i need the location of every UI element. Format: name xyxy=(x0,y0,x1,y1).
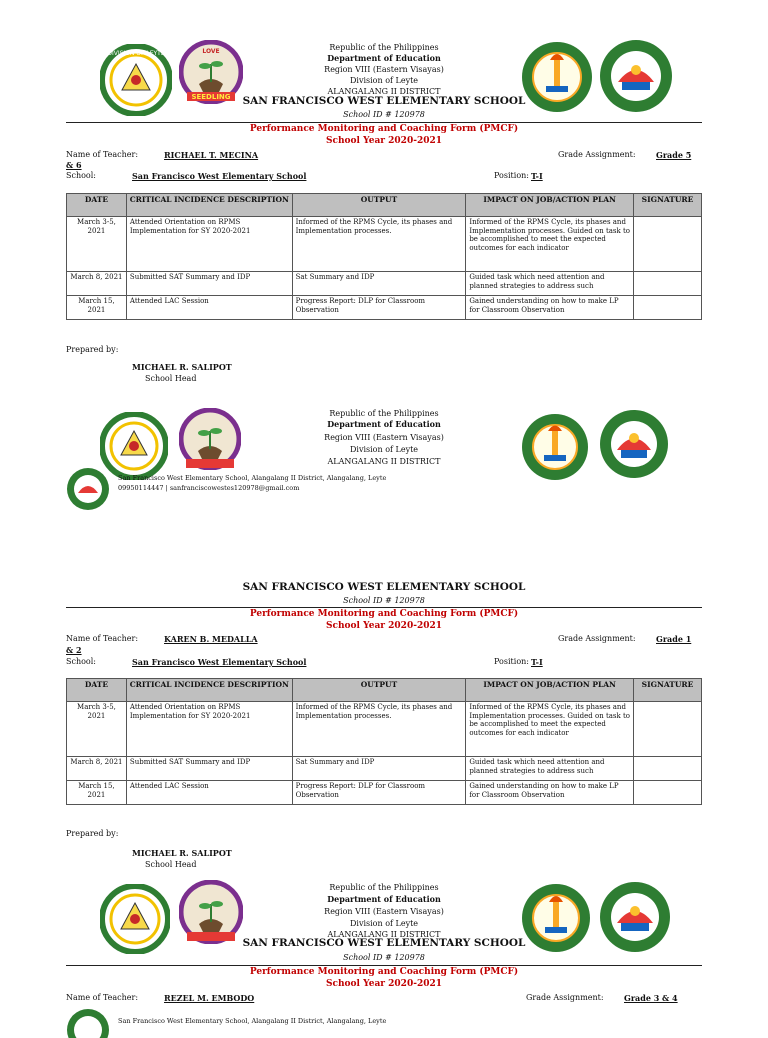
cell-signature xyxy=(634,296,702,320)
republic-text: Republic of the Philippines xyxy=(329,883,439,892)
alangalang-district-logo-icon xyxy=(520,40,594,114)
school-value: San Francisco West Elementary School xyxy=(132,171,307,181)
cell-output: Sat Summary and IDP xyxy=(292,272,466,296)
cell-output: Sat Summary and IDP xyxy=(292,757,466,781)
cell-date: March 3-5, 2021 xyxy=(67,702,127,757)
column-header-date: DATE xyxy=(67,194,127,217)
cell-date: March 8, 2021 xyxy=(67,757,127,781)
pmcf-table xyxy=(66,193,702,320)
column-header-incidence: CRITICAL INCIDENCE DESCRIPTION xyxy=(126,194,292,217)
cell-output: Informed of the RPMS Cycle, its phases and Implementation processes. xyxy=(292,702,466,757)
grade-assignment-label: Grade Assignment: xyxy=(558,150,636,159)
column-header-signature: SIGNATURE xyxy=(634,679,702,702)
footer-school-logo-icon xyxy=(66,467,110,511)
district-text: ALANGALANG II DISTRICT xyxy=(327,457,441,466)
cell-impact: Gained understanding on how to make LP for Classroom Observation xyxy=(466,296,634,320)
school-logo-icon xyxy=(598,408,670,480)
cell-impact: Informed of the RPMS Cycle, its phases and Implementation processes. Guided on task to be accomplished to meet the expected outcomes for each indicator xyxy=(466,702,634,757)
division-text: Division of Leyte xyxy=(349,445,419,454)
footer-address: San Francisco West Elementary School, Alangalang II District, Alangalang, Leyte xyxy=(118,474,387,482)
cell-output: Progress Report: DLP for Classroom Observation xyxy=(292,781,466,805)
cell-incidence: Attended LAC Session xyxy=(126,296,292,320)
republic-text: Republic of the Philippines xyxy=(329,43,439,52)
form-title: Performance Monitoring and Coaching Form (PMCF) xyxy=(249,967,519,977)
cell-signature xyxy=(634,272,702,296)
form-title: Performance Monitoring and Coaching Form (PMCF) xyxy=(249,609,519,619)
header-rule xyxy=(66,607,702,608)
cell-signature xyxy=(634,702,702,757)
grade-value-cont: & 2 xyxy=(66,645,82,655)
name-of-teacher-label: Name of Teacher: xyxy=(66,993,139,1002)
name-of-teacher-label: Name of Teacher: xyxy=(66,634,139,643)
table-row xyxy=(67,757,702,781)
position-label: Position: xyxy=(494,171,529,180)
table-row xyxy=(67,296,702,320)
cell-incidence: Attended Orientation on RPMS Implementation for SY 2020-2021 xyxy=(126,217,292,272)
school-name: SAN FRANCISCO WEST ELEMENTARY SCHOOL xyxy=(242,95,526,107)
position-value: T-I xyxy=(531,657,543,667)
cell-signature xyxy=(634,781,702,805)
teacher-name: RICHAEL T. MECINA xyxy=(164,150,259,160)
department-text: Department of Education xyxy=(327,894,441,904)
school-id: School ID # 120978 xyxy=(343,953,425,962)
cell-incidence: Submitted SAT Summary and IDP xyxy=(126,272,292,296)
grade-value-cont: & 6 xyxy=(66,160,82,170)
region-text: Region VIII (Eastern Visayas) xyxy=(324,433,444,442)
signatory-name: MICHAEL R. SALIPOT xyxy=(132,848,232,858)
footer-address: San Francisco West Elementary School, Alangalang II District, Alangalang, Leyte xyxy=(118,1017,387,1025)
school-name: SAN FRANCISCO WEST ELEMENTARY SCHOOL xyxy=(242,937,526,949)
prepared-by-label: Prepared by: xyxy=(66,829,119,838)
district-text: ALANGALANG II DISTRICT xyxy=(327,930,441,939)
alangalang-district-logo-icon xyxy=(520,412,590,482)
love-text: LOVE xyxy=(202,48,220,55)
position-label: Position: xyxy=(494,657,529,666)
cell-impact: Informed of the RPMS Cycle, its phases and Implementation processes. Guided on task to be accomplished to meet the expected outcomes for each indicator xyxy=(466,217,634,272)
cell-impact: Guided task which need attention and planned strategies to address such xyxy=(466,272,634,296)
school-logo-icon xyxy=(598,880,672,954)
alangalang-district-logo-icon xyxy=(520,882,592,954)
cell-date: March 15, 2021 xyxy=(67,296,127,320)
cell-incidence: Attended LAC Session xyxy=(126,781,292,805)
column-header-impact: IMPACT ON JOB/ACTION PLAN xyxy=(466,679,634,702)
cell-incidence: Attended Orientation on RPMS Implementation for SY 2020-2021 xyxy=(126,702,292,757)
school-year: School Year 2020-2021 xyxy=(326,979,442,989)
column-header-signature: SIGNATURE xyxy=(634,194,702,217)
header-rule xyxy=(66,965,702,966)
form-title: Performance Monitoring and Coaching Form (PMCF) xyxy=(249,124,519,134)
position-value: T-I xyxy=(531,171,543,181)
grade-value: Grade 5 xyxy=(656,150,692,160)
school-value: San Francisco West Elementary School xyxy=(132,657,307,667)
table-row xyxy=(67,702,702,757)
grade-assignment-label: Grade Assignment: xyxy=(526,993,604,1002)
division-text: Division of Leyte xyxy=(349,76,419,85)
header-rule xyxy=(66,122,702,123)
cell-signature xyxy=(634,217,702,272)
column-header-output: OUTPUT xyxy=(292,679,466,702)
cell-impact: Guided task which need attention and planned strategies to address such xyxy=(466,757,634,781)
school-id: School ID # 120978 xyxy=(343,596,425,605)
cell-date: March 8, 2021 xyxy=(67,272,127,296)
school-label: School: xyxy=(66,657,96,666)
department-text: Department of Education xyxy=(327,53,441,63)
grade-assignment-label: Grade Assignment: xyxy=(558,634,636,643)
table-row xyxy=(67,217,702,272)
school-year: School Year 2020-2021 xyxy=(326,621,442,631)
division-seal-text: DIVISION OF LEYTE xyxy=(107,50,165,57)
prepared-by-label: Prepared by: xyxy=(66,345,119,354)
cell-output: Progress Report: DLP for Classroom Observation xyxy=(292,296,466,320)
footer-contact: 09950114447 | sanfranciscowestes120978@gmail.com xyxy=(118,484,300,492)
school-label: School: xyxy=(66,171,96,180)
column-header-incidence: CRITICAL INCIDENCE DESCRIPTION xyxy=(126,679,292,702)
seedling-text: SEEDLING xyxy=(191,93,231,101)
school-year: School Year 2020-2021 xyxy=(326,136,442,146)
column-header-date: DATE xyxy=(67,679,127,702)
cell-date: March 3-5, 2021 xyxy=(67,217,127,272)
teacher-name: REZEL M. EMBODO xyxy=(164,993,255,1003)
school-id: School ID # 120978 xyxy=(343,110,425,119)
region-text: Region VIII (Eastern Visayas) xyxy=(324,907,444,916)
footer-school-logo-icon xyxy=(66,1008,110,1038)
table-row xyxy=(67,272,702,296)
division-text: Division of Leyte xyxy=(349,919,419,928)
school-logo-icon xyxy=(598,38,674,114)
grade-value: Grade 3 & 4 xyxy=(624,993,678,1003)
district-text: ALANGALANG II DISTRICT xyxy=(327,87,441,96)
department-text: Department of Education xyxy=(327,419,441,429)
region-text: Region VIII (Eastern Visayas) xyxy=(324,65,444,74)
teacher-name: KAREN B. MEDALLA xyxy=(164,634,258,644)
pmcf-table xyxy=(66,678,702,805)
signatory-name: MICHAEL R. SALIPOT xyxy=(132,362,232,372)
signatory-title: School Head xyxy=(145,860,197,869)
name-of-teacher-label: Name of Teacher: xyxy=(66,150,139,159)
grade-value: Grade 1 xyxy=(656,634,692,644)
column-header-impact: IMPACT ON JOB/ACTION PLAN xyxy=(466,194,634,217)
republic-text: Republic of the Philippines xyxy=(329,409,439,418)
cell-impact: Gained understanding on how to make LP for Classroom Observation xyxy=(466,781,634,805)
table-row xyxy=(67,781,702,805)
school-name: SAN FRANCISCO WEST ELEMENTARY SCHOOL xyxy=(242,581,526,593)
signatory-title: School Head xyxy=(145,374,197,383)
column-header-output: OUTPUT xyxy=(292,194,466,217)
cell-output: Informed of the RPMS Cycle, its phases and Implementation processes. xyxy=(292,217,466,272)
cell-signature xyxy=(634,757,702,781)
cell-date: March 15, 2021 xyxy=(67,781,127,805)
cell-incidence: Submitted SAT Summary and IDP xyxy=(126,757,292,781)
